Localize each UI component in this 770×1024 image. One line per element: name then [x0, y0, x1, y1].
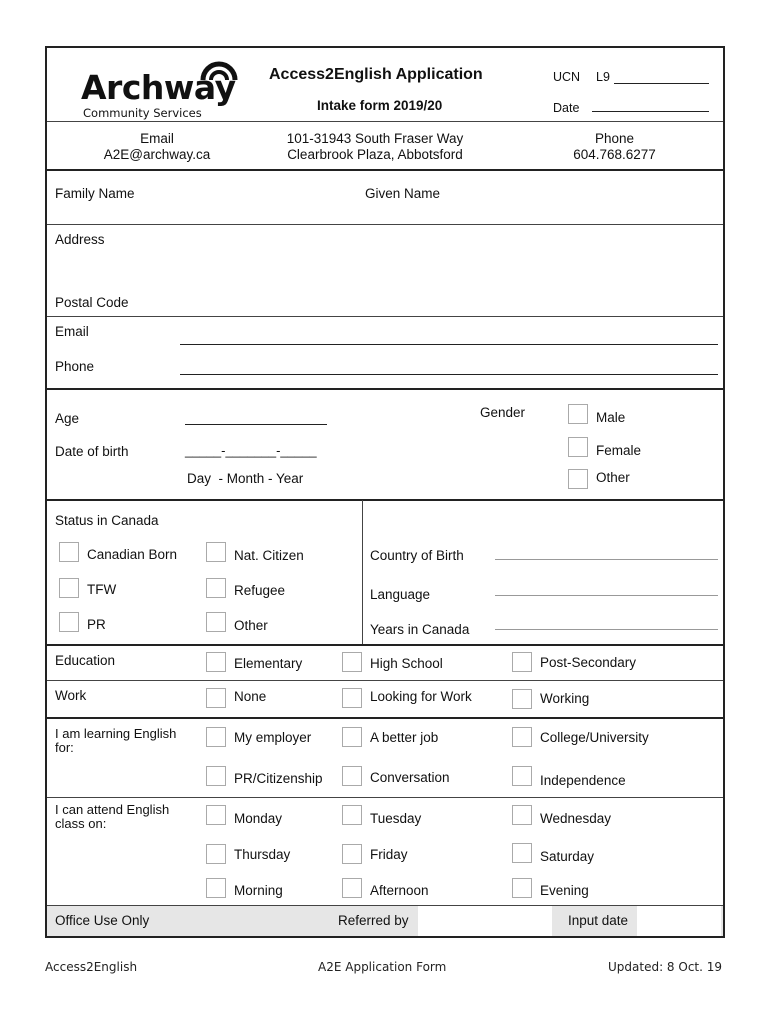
divider — [47, 717, 723, 719]
referred-by-field[interactable] — [418, 906, 552, 936]
status-other-checkbox[interactable] — [206, 612, 226, 632]
education-high-school-checkbox[interactable] — [342, 652, 362, 672]
work-looking-checkbox[interactable] — [342, 688, 362, 708]
attend-wednesday-checkbox[interactable] — [512, 805, 532, 825]
learning-better-job-label: A better job — [370, 730, 439, 745]
status-nat-citizen-label: Nat. Citizen — [234, 548, 304, 563]
divider — [47, 388, 723, 390]
learning-independence-label: Independence — [540, 773, 626, 788]
input-date-field[interactable] — [637, 906, 721, 936]
learning-citizenship-checkbox[interactable] — [206, 766, 226, 786]
learning-independence-checkbox[interactable] — [512, 766, 532, 786]
attend-monday-label: Monday — [234, 811, 283, 826]
status-refugee-label: Refugee — [234, 583, 286, 598]
attend-evening-checkbox[interactable] — [512, 878, 532, 898]
work-looking-label: Looking for Work — [370, 689, 472, 704]
learning-employer-label: My employer — [234, 730, 312, 745]
divider — [47, 316, 723, 317]
status-title: Status in Canada — [55, 513, 159, 528]
attend-label: I can attend English class on: — [55, 802, 170, 831]
date-field[interactable] — [592, 111, 709, 112]
language-field[interactable] — [495, 595, 718, 596]
gender-other-label: Other — [596, 470, 630, 485]
country-of-birth-field[interactable] — [495, 559, 718, 560]
learning-label: I am learning English for: — [55, 726, 177, 755]
divider — [47, 169, 723, 171]
attend-morning-label: Morning — [234, 883, 283, 898]
footer-right: Updated: 8 Oct. 19 — [608, 960, 723, 974]
divider — [47, 797, 723, 798]
attend-afternoon-label: Afternoon — [370, 883, 429, 898]
gender-female-label: Female — [596, 443, 642, 458]
learning-conversation-label: Conversation — [370, 770, 450, 785]
date-label: Date — [553, 101, 580, 115]
input-date-label: Input date — [568, 913, 629, 928]
learning-citizenship-label: PR/Citizenship — [234, 771, 323, 786]
work-none-checkbox[interactable] — [206, 688, 226, 708]
learning-better-job-checkbox[interactable] — [342, 727, 362, 747]
status-pr-checkbox[interactable] — [59, 612, 79, 632]
learning-college-checkbox[interactable] — [512, 727, 532, 747]
form-subtitle: Intake form 2019/20 — [317, 98, 443, 113]
office-use-label: Office Use Only — [55, 913, 150, 928]
attend-afternoon-checkbox[interactable] — [342, 878, 362, 898]
gender-other-checkbox[interactable] — [568, 469, 588, 489]
status-tfw-checkbox[interactable] — [59, 578, 79, 598]
work-none-label: None — [234, 689, 267, 704]
status-pr-label: PR — [87, 617, 106, 632]
ucn-label: UCN — [553, 70, 581, 84]
logo-wordmark: Archway — [81, 68, 236, 107]
work-working-label: Working — [540, 691, 590, 706]
status-other-label: Other — [234, 618, 268, 633]
contact-email — [77, 131, 237, 163]
postal-code-label: Postal Code — [55, 295, 129, 310]
work-working-checkbox[interactable] — [512, 689, 532, 709]
email-field[interactable] — [180, 344, 718, 345]
ucn-field[interactable] — [614, 83, 709, 84]
family-name-label: Family Name — [55, 186, 135, 201]
contact-phone — [542, 131, 687, 163]
status-tfw-label: TFW — [87, 582, 117, 597]
learning-conversation-checkbox[interactable] — [342, 766, 362, 786]
logo-subtitle: Community Services — [83, 106, 202, 120]
referred-by-label: Referred by — [338, 913, 409, 928]
contact-email-label: Email — [140, 131, 174, 146]
contact-phone-value: 604.768.6277 — [573, 147, 656, 162]
attend-wednesday-label: Wednesday — [540, 811, 612, 826]
status-nat-citizen-checkbox[interactable] — [206, 542, 226, 562]
attend-tuesday-checkbox[interactable] — [342, 805, 362, 825]
gender-male-label: Male — [596, 410, 626, 425]
form-title: Access2English Application — [269, 66, 483, 83]
learning-employer-checkbox[interactable] — [206, 727, 226, 747]
attend-thursday-checkbox[interactable] — [206, 844, 226, 864]
years-in-canada-label: Years in Canada — [370, 622, 470, 637]
language-label: Language — [370, 587, 431, 602]
age-label: Age — [55, 411, 80, 426]
attend-friday-label: Friday — [370, 847, 408, 862]
attend-morning-checkbox[interactable] — [206, 878, 226, 898]
dob-format-hint: Day - Month - Year — [187, 471, 304, 486]
contact-email-value: A2E@archway.ca — [103, 147, 211, 162]
gender-label: Gender — [480, 405, 526, 420]
years-in-canada-field[interactable] — [495, 629, 718, 630]
education-post-secondary-checkbox[interactable] — [512, 652, 532, 672]
intake-form — [45, 46, 725, 938]
attend-saturday-checkbox[interactable] — [512, 843, 532, 863]
attend-saturday-label: Saturday — [540, 849, 595, 864]
status-refugee-checkbox[interactable] — [206, 578, 226, 598]
address-label: Address — [55, 232, 105, 247]
attend-friday-checkbox[interactable] — [342, 844, 362, 864]
phone-label: Phone — [55, 359, 95, 374]
footer-center: A2E Application Form — [318, 960, 447, 974]
contact-phone-label: Phone — [594, 131, 635, 146]
education-post-secondary-label: Post-Secondary — [540, 655, 637, 670]
footer-left: Access2English — [45, 960, 138, 974]
divider — [47, 644, 723, 646]
attend-tuesday-label: Tuesday — [370, 811, 422, 826]
attend-evening-label: Evening — [540, 883, 589, 898]
dob-field[interactable]: _____-_______-_____ — [185, 443, 317, 458]
divider — [362, 500, 363, 644]
email-label: Email — [55, 324, 89, 339]
status-canadian-born-checkbox[interactable] — [59, 542, 79, 562]
divider — [47, 121, 723, 122]
contact-address — [275, 131, 475, 163]
dob-label: Date of birth — [55, 444, 129, 459]
learning-college-label: College/University — [540, 730, 649, 745]
archway-logo — [81, 54, 241, 120]
work-label: Work — [55, 688, 87, 703]
phone-field[interactable] — [180, 374, 718, 375]
office-use-bar — [47, 905, 723, 936]
country-of-birth-label: Country of Birth — [370, 548, 464, 563]
education-label: Education — [55, 653, 116, 668]
contact-address-line2: Clearbrook Plaza, Abbotsford — [287, 147, 463, 162]
status-canadian-born-label: Canadian Born — [87, 547, 178, 562]
divider — [47, 680, 723, 681]
divider — [47, 499, 723, 501]
attend-monday-checkbox[interactable] — [206, 805, 226, 825]
gender-female-checkbox[interactable] — [568, 437, 588, 457]
education-elementary-checkbox[interactable] — [206, 652, 226, 672]
divider — [47, 224, 723, 225]
attend-thursday-label: Thursday — [234, 847, 291, 862]
ucn-prefix: L9 — [596, 70, 610, 84]
education-elementary-label: Elementary — [234, 656, 303, 671]
gender-male-checkbox[interactable] — [568, 404, 588, 424]
age-field[interactable] — [185, 424, 327, 425]
education-high-school-label: High School — [370, 656, 443, 671]
contact-address-line1: 101-31943 South Fraser Way — [286, 131, 464, 146]
given-name-label: Given Name — [365, 186, 441, 201]
